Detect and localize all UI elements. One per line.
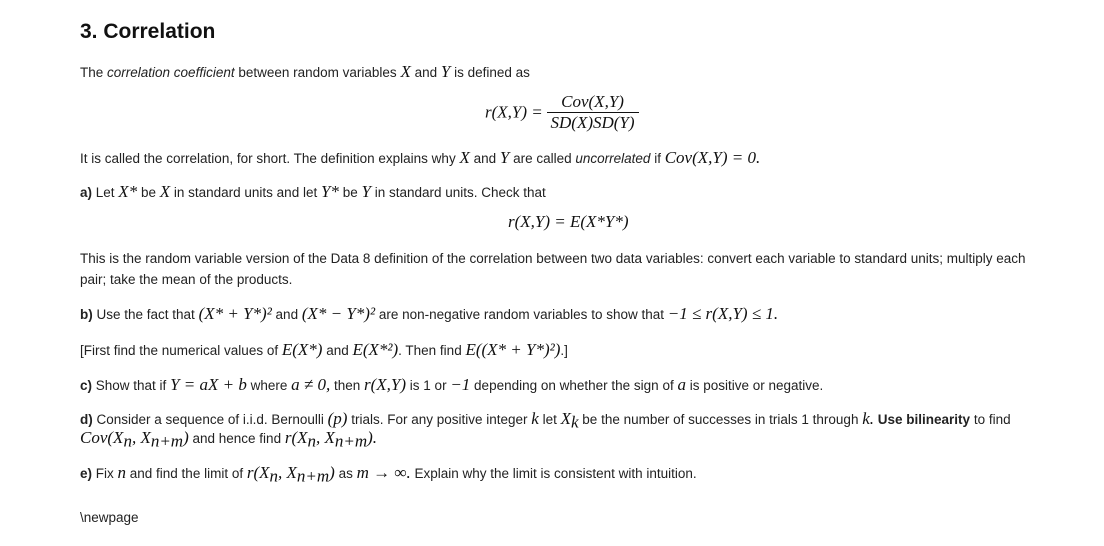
newpage-text: \newpage [80, 510, 139, 525]
term-correlation-coefficient: correlation coefficient [107, 65, 235, 80]
correlation-definition-formula: r(X,Y) = $\frac{\text{Cov(X,Y)}}{SD(X)SD(Y)}$ [485, 92, 639, 133]
part-e: e) Fix n and find the limit of $r(X_n$, $X_{n+m}$) as m → ∞. Explain why the limit is consistent with intuition. [80, 463, 697, 486]
part-a: a) Let X* be X in standard units and let Y* be Y in standard units. Check that [80, 182, 546, 201]
part-c: c) Show that if Y = aX + b where a ≠ 0, then r(X,Y) is 1 or −1 depending on whether the sign of a is positive or negative. [80, 375, 824, 394]
hint-line: [First find the numerical values of E(X*) and E(X*²). Then find E((X* + Y*)²).] [80, 340, 568, 359]
data8-paragraph-line1: This is the random variable version of the Data 8 definition of the correlation between two data variables: convert each variable to standard units; multiply each [80, 251, 1026, 266]
part-b: b) Use the fact that (X* + Y*)² and (X* − Y*)² are non-negative random variables to show that −1 ≤ r(X,Y) ≤ 1. [80, 304, 779, 323]
part-a-formula: r(X,Y) = E(X*Y*) [508, 212, 629, 231]
use-bilinearity-emphasis: Use bilinearity [877, 412, 971, 427]
data8-paragraph-line2: pair; take the mean of the products. [80, 272, 293, 287]
intro-paragraph: The correlation coefficient between random variables X and Y is defined as [80, 62, 530, 81]
uncorrelated-paragraph: It is called the correlation, for short. The definition explains why X and Y are called uncorrelated if Cov(X,Y) = 0. [80, 148, 761, 167]
section-heading: 3. Correlation [80, 20, 216, 43]
part-d-line1: d) Consider a sequence of i.i.d. Bernoulli (p) trials. For any positive integer k let $X_k$ be the number of successes in trials 1 through k. Use bilinearity to find [80, 409, 1011, 432]
part-d-line2: $Cov(X_n$, $X_{n+m}$) and hence find $r(X_n$, $X_{n+m}$). [80, 428, 378, 451]
